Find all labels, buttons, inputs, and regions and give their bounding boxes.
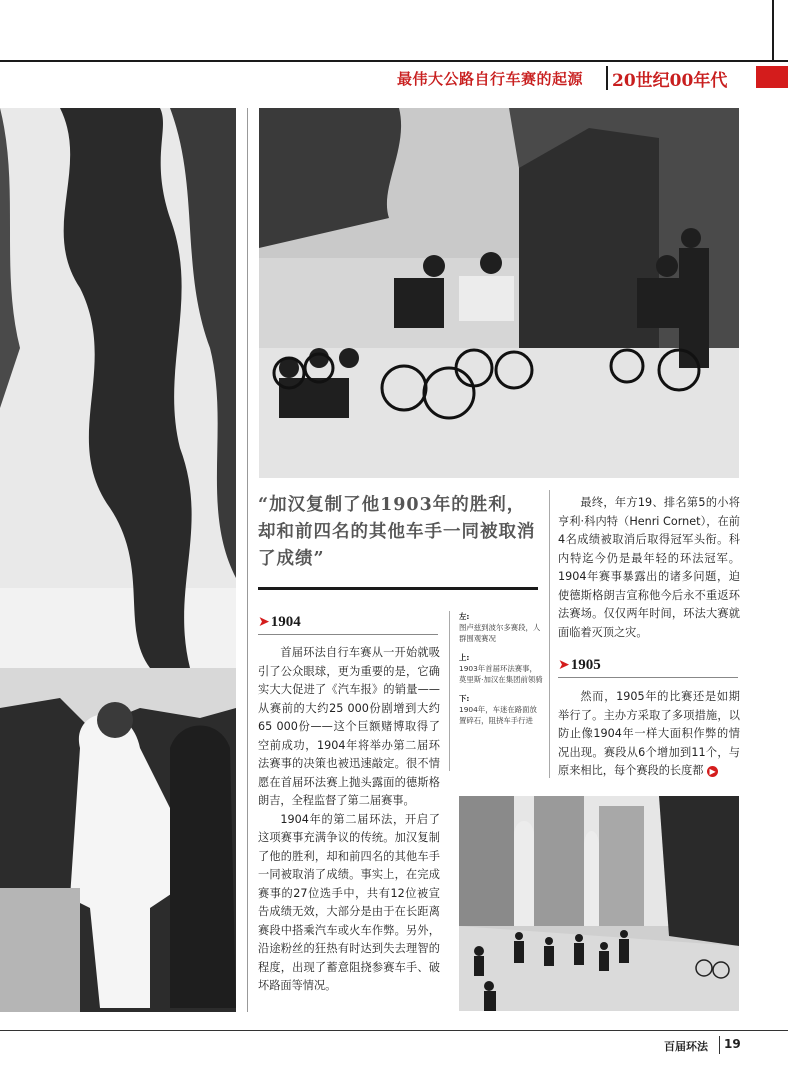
header-divider	[606, 66, 608, 90]
caption-label: 左:	[459, 612, 470, 621]
caption-top	[459, 652, 543, 685]
caption-left	[459, 611, 543, 644]
chevron-right-icon: ➤	[258, 614, 270, 630]
column-divider	[549, 490, 550, 778]
pull-quote: “加汉复制了他1903年的胜利，却和前四名的其他车手一同被取消了成绩”	[258, 495, 536, 569]
page-number: 19	[724, 1037, 741, 1051]
section-heading-1904	[258, 611, 438, 633]
section-heading-1905	[558, 654, 738, 676]
paragraph-text: 然而，1905年的比赛还是如期举行了。主办方采取了多项措施，以防止像1904年一样大面积作弊的情况出现。赛段从6个增加到11个，与原来相比，每个赛段的长度都	[558, 690, 740, 777]
photo-crowd-roadside	[0, 108, 236, 1012]
photo-cyclists-1903	[259, 108, 739, 478]
caption-label: 上:	[459, 653, 470, 662]
page-edge-rule	[772, 0, 774, 62]
caption-label: 下:	[459, 694, 470, 703]
paragraph	[558, 688, 740, 781]
article-column-right-bottom	[558, 688, 740, 780]
section-tab-marker	[756, 66, 788, 88]
footer-book-title: 百届环法	[664, 1040, 708, 1053]
running-header-era: 20世纪00年代	[612, 71, 728, 91]
photo-road-sabotage	[459, 796, 739, 1011]
photo-left-rule	[247, 108, 248, 1012]
footer-rule	[0, 1030, 788, 1031]
pull-quote-rule	[258, 587, 538, 590]
caption-text: 图卢兹到波尔多赛段，人群围观赛况	[459, 623, 541, 643]
paragraph: 最终，年方19、排名第5的小将亨利·科内特（Henri Cornet），在前4名成绩被取消后取得冠军头衔。科内特迄今仍是最年轻的环法冠军。1904年赛事暴露出的诸多问题，迫使德斯格朗吉宣称他今后永不重返环法赛场。仅仅两年时间，环法大赛就面临着灭顶之灾。	[558, 496, 740, 639]
running-header-title: 最伟大公路自行车赛的起源	[397, 70, 584, 88]
section-rule	[558, 677, 738, 678]
caption-bottom	[459, 693, 543, 726]
caption-rule	[449, 611, 450, 771]
section-rule	[258, 634, 438, 635]
header-rule	[0, 60, 788, 62]
section-heading-text: 1904	[270, 613, 301, 630]
paragraph: 首届环法自行车赛从一开始就吸引了公众眼球，更为重要的是，它确实大大促进了《汽车报》的销量——从赛前的大约25 000份剧增到大约65 000份——这个巨额赌博取得了空前成功，1904年将举办第二届环法赛事的决策也被迅速敲定。很不情愿在首届环法赛上抛头露面的德斯格朗吉，全程监督了第二届赛事。	[258, 646, 440, 807]
paragraph: 1904年的第二届环法，开启了这项赛事充满争议的传统。加汉复制了他的胜利，却和前四名的其他车手一同被取消了成绩。事实上，在完成赛事的27位选手中，共有12位被宣告成绩无效，大部分是由于在长距离赛段中搭乘汽车或火车作弊。另外，沿途粉丝的狂热有时达到失去理智的程度，出现了蓄意阻挠参赛车手、破坏路面等情况。	[258, 812, 440, 992]
article-column-right-top	[558, 494, 740, 644]
chevron-right-icon: ➤	[558, 657, 570, 673]
section-heading-text: 1905	[570, 656, 601, 673]
photo-captions	[459, 611, 543, 771]
article-column-middle	[258, 644, 440, 1016]
caption-text: 1903年首届环法赛事，莫里斯·加汉在集团前领骑	[459, 664, 543, 684]
footer-divider	[719, 1036, 720, 1054]
caption-text: 1904年，车迷在路面放置碎石，阻挠车手行进	[459, 705, 537, 725]
continue-arrow-icon: ▶	[707, 766, 718, 777]
